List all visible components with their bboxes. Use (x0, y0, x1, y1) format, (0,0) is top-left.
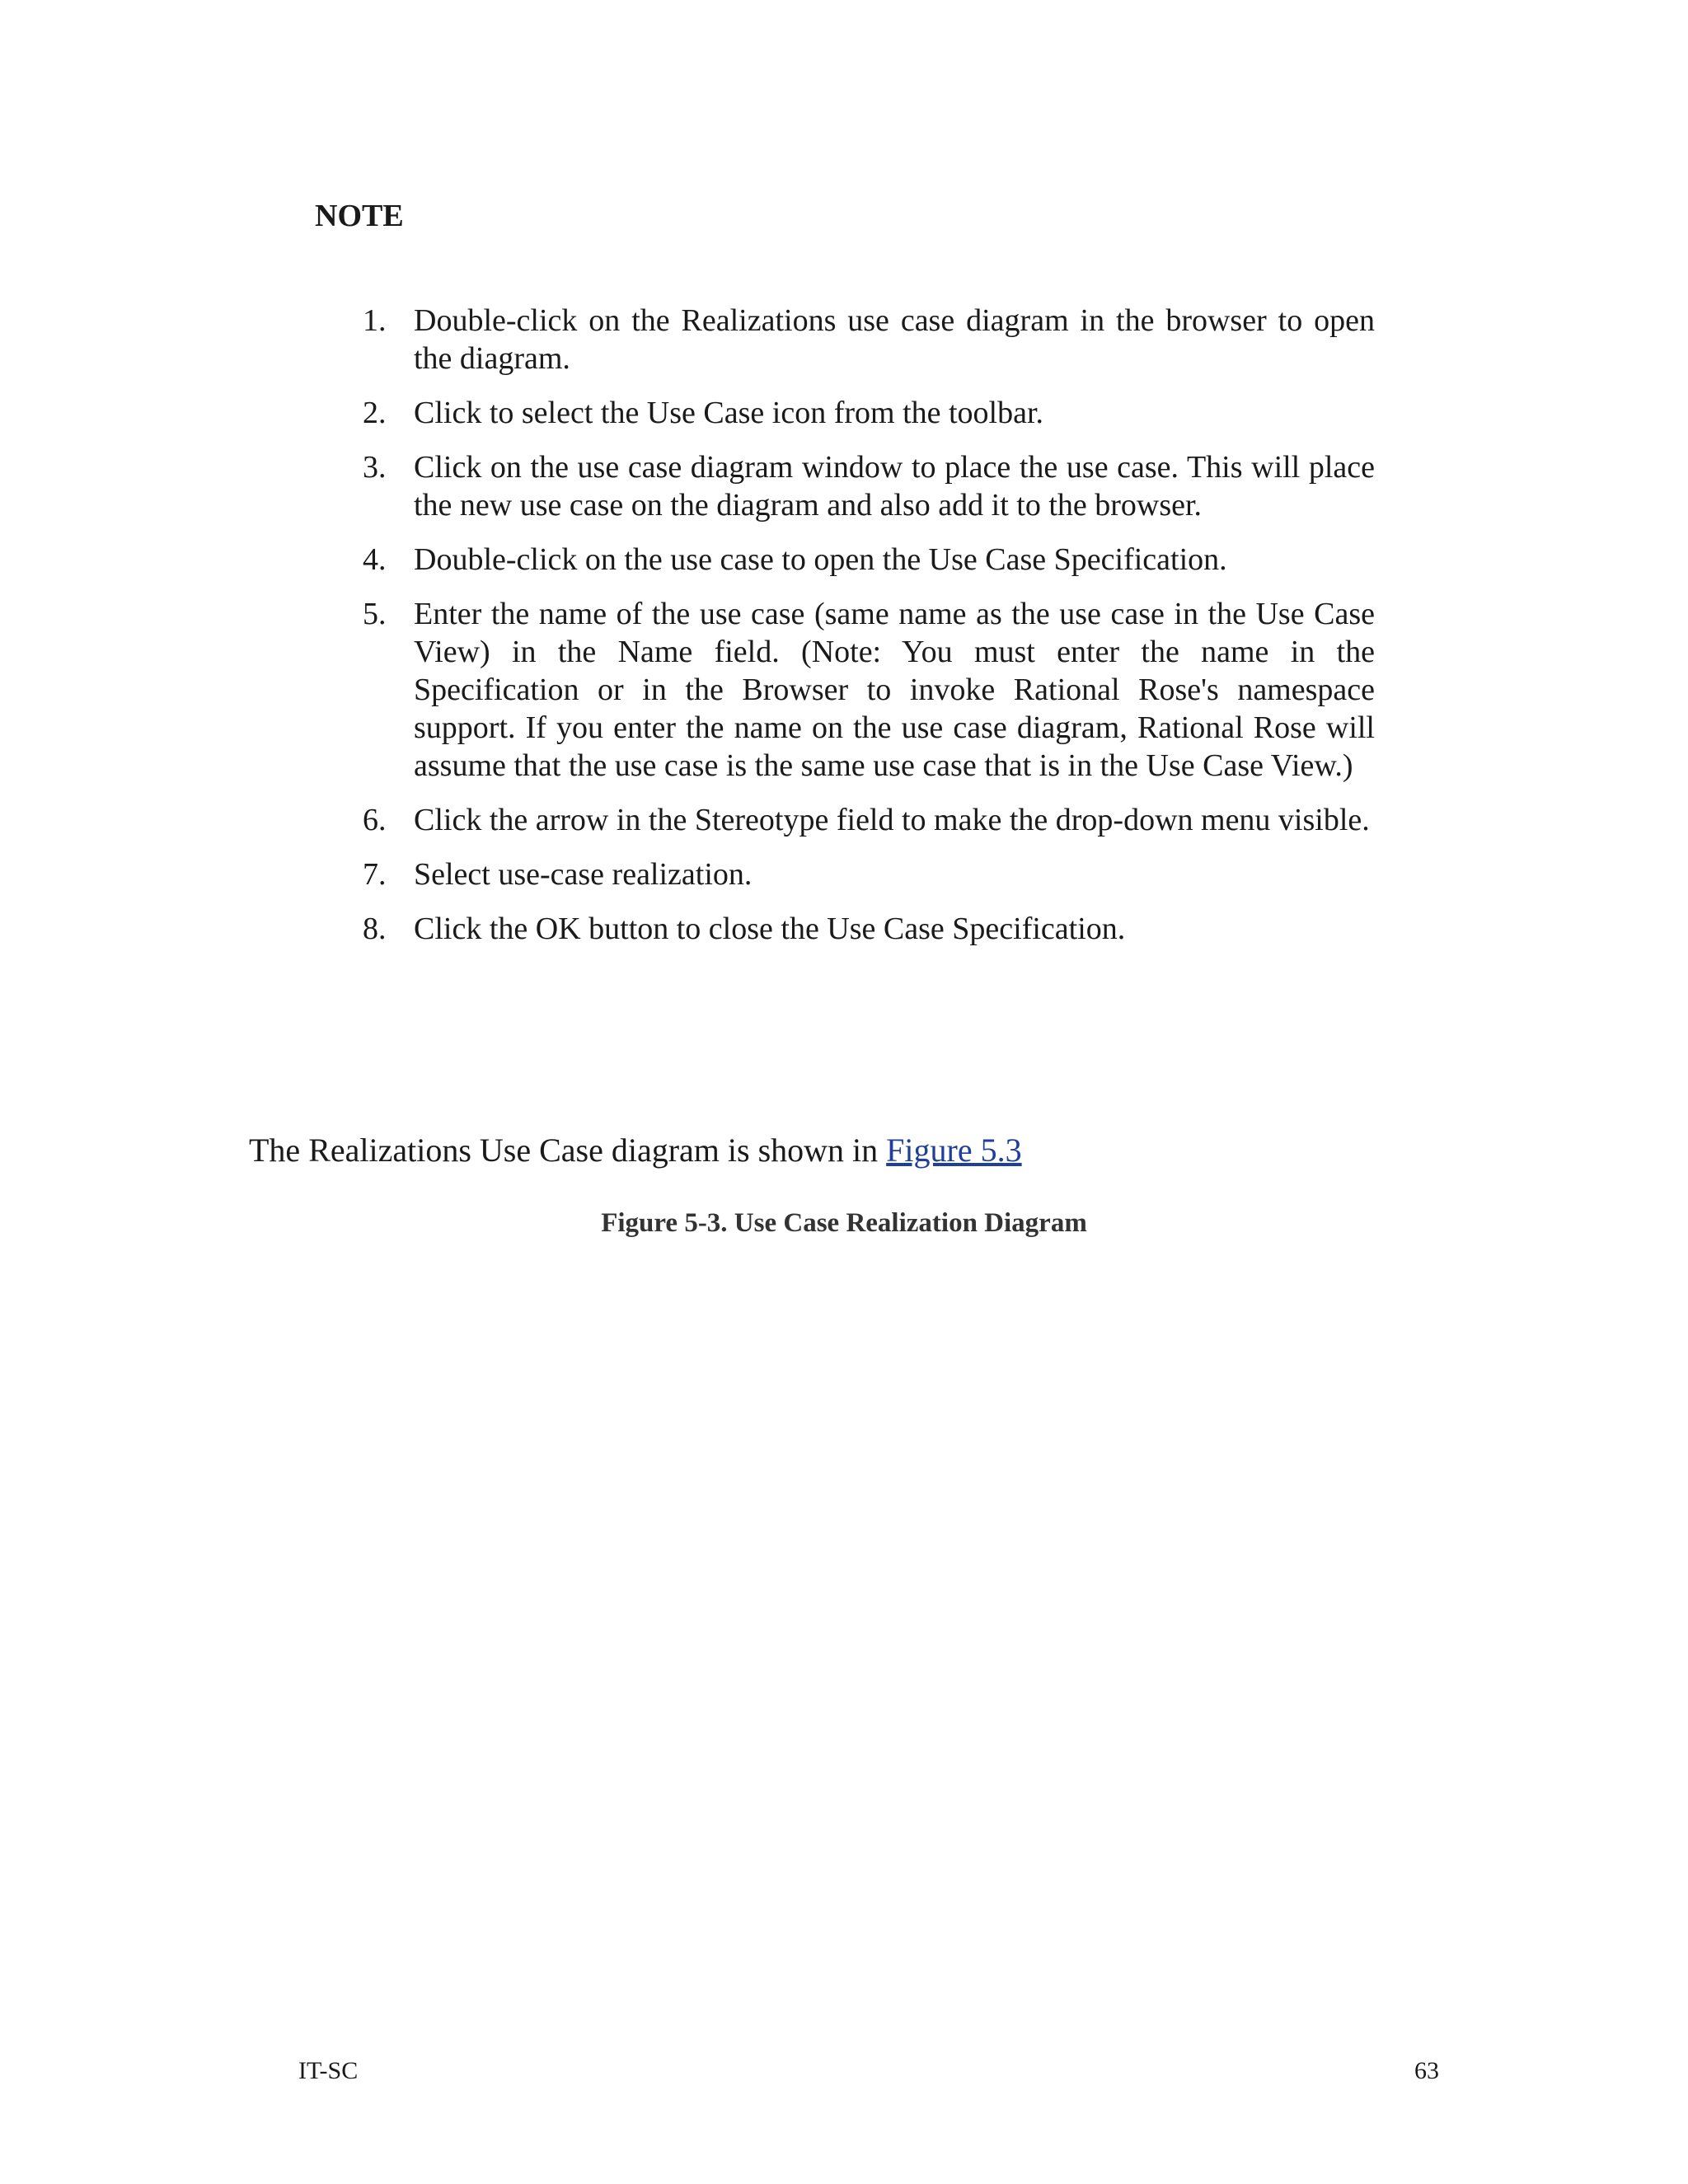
note-heading: NOTE (315, 199, 404, 233)
step-text: Select use-case realization. (414, 857, 753, 892)
figure-reference-paragraph (249, 1131, 1022, 1169)
figure-link[interactable]: Figure 5.3 (886, 1132, 1022, 1169)
step-number: 6. (363, 803, 387, 837)
list-item (0, 910, 1375, 948)
list-item (0, 855, 1375, 893)
step-number: 3. (363, 450, 387, 485)
figure-reference-text: The Realizations Use Case diagram is shown in (249, 1132, 887, 1169)
footer-label: IT-SC (298, 2057, 359, 2084)
step-number: 1. (363, 303, 387, 338)
list-item (0, 302, 1375, 377)
step-number: 2. (363, 396, 387, 430)
figure-caption: Figure 5-3. Use Case Realization Diagram (601, 1208, 1087, 1238)
list-item (0, 595, 1375, 785)
steps-list (0, 302, 1375, 964)
step-text: Click the OK button to close the Use Case Specification. (414, 912, 1126, 946)
step-number: 5. (363, 597, 387, 631)
step-text: Click the arrow in the Stereotype field to make the drop-down menu visible. (414, 803, 1370, 837)
step-text: Click on the use case diagram window to place the use case. This will place the new use case on the diagram and also add it to the browser. (414, 450, 1375, 523)
list-item (0, 448, 1375, 524)
step-text: Click to select the Use Case icon from the toolbar. (414, 396, 1044, 430)
list-item (0, 541, 1375, 579)
list-item (0, 394, 1375, 432)
page-number: 63 (1414, 2057, 1439, 2084)
list-item (0, 801, 1375, 839)
step-text: Double-click on the use case to open the Use Case Specification. (414, 542, 1227, 577)
step-number: 4. (363, 542, 387, 577)
step-text: Double-click on the Realizations use case diagram in the browser to open the diagram. (414, 303, 1375, 376)
step-text: Enter the name of the use case (same name as the use case in the Use Case View) in the Name field. (Note: You must enter the name in the Specification or in the Browser to invoke Rational Rose's namespace support. If you enter the name on the use case diagram, Rational Rose will assume that the use case is the same use case that is in the Use Case View.) (414, 597, 1375, 783)
step-number: 7. (363, 857, 387, 892)
step-number: 8. (363, 912, 387, 946)
